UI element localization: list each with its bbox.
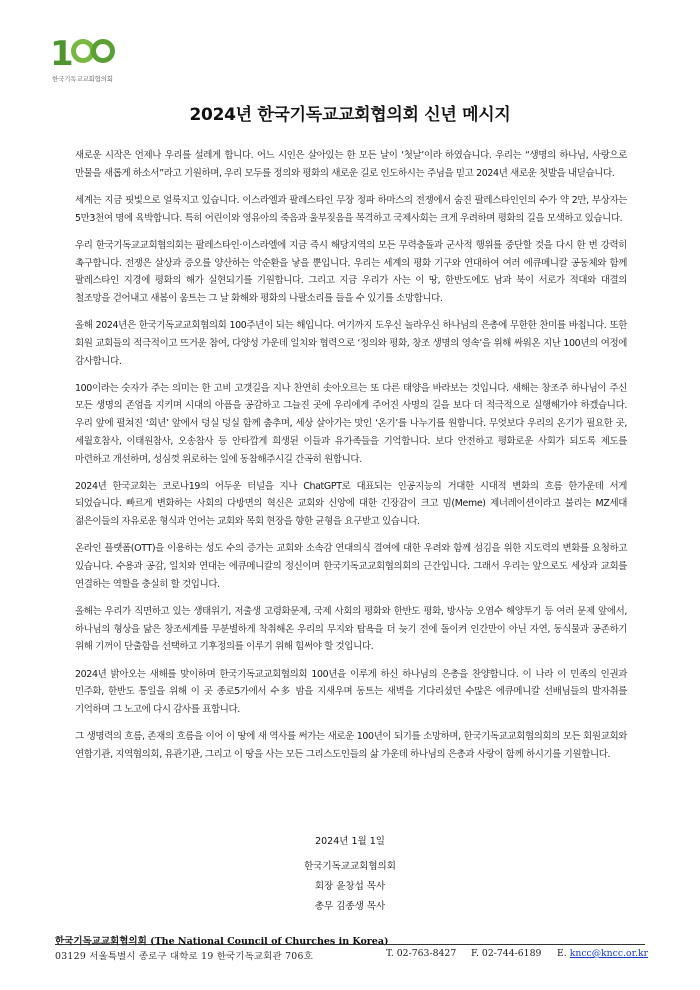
paragraph: 올해는 우리가 직면하고 있는 생태위기, 저출생 고령화문제, 국제 사회의 평화와 한반도 평화, 방사능 오염수 해양투기 등 여러 문제 앞에서, 하나님의 형상을 닮은 창조세계를 무분별하게 착취해온 우리의 무지와 탐욕을 더 늦기 전에 돌이켜 인간만이 아닌 자연, 동식물과 공존하기 위해 기꺼이 단출함을 선택하고 기후정의를 이루기 위해 힘써야 할 것입니다. [75,605,627,653]
message-body [75,147,627,773]
footer-divider [55,944,645,945]
paragraph: 100이라는 숫자가 주는 의미는 한 고비 고갯길을 지나 찬연히 솟아오르는 또 다른 태양을 바라보는 것입니다. 새해는 창조주 하나님이 주신 모든 생명의 존엄을 지키며 시대의 아픔을 공감하고 그늘진 곳에 우리에게 주어진 사명의 길을 보다 더 적극적으로 실행해가야 하겠습니다. 우리 앞에 펼쳐진 ‘희년’ 앞에서 덩실 덩실 함께 춤추며, 세상 살아가는 맛인 ‘온기’를 나누기를 원합니다. 무엇보다 우리의 온기가 필요한 곳, 세월호참사, 이태원참사, 오송참사 등 안타깝게 희생된 이들과 유가족들을 기억합니다. 보다 안전하고 평화로운 사회가 되도록 제도를 마련하고 개선하며, 성심껏 위로하는 일에 동참해주시길 간곡히 원합니다. [75,382,627,465]
footer-org-english: (The National Council of Churches in Korea) [150,936,389,947]
footer-email-label: E. [557,948,567,959]
kncc-100-logo [50,36,130,82]
footer-telephone: T. 02-763-8427 [386,948,457,959]
paragraph: 2024년 한국교회는 코로나19의 어두운 터널을 지나 ChatGPT로 대표되는 인공지능의 거대한 시대적 변화의 흐름 한가운데 서게 되었습니다. 빠르게 변화하는 사회의 다방면의 혁신은 교회와 신앙에 대한 긴장감이 크고 밈(Meme) 제너레이션이라고 불리는 MZ세대 젊은이들의 자유로운 형식과 언어는 교회와 목회 현장을 향한 균형을 요구받고 있습니다. [75,480,627,528]
logo-caption: 한국기독교교회협의회 [52,75,113,83]
logo-digit-one: 1 [50,34,72,74]
signature-general-secretary: 총무 김종생 목사 [314,901,386,912]
paragraph: 그 생명력의 흐름, 존재의 흐름을 이어 이 땅에 새 역사를 써가는 새로운 100년이 되기를 소망하며, 한국기독교교회협의회의 모든 회원교회와 연합기관, 지역협의회, 유관기관, 그리고 이 땅을 사는 모든 그리스도인들의 삶 가운데 하나님의 은총과 사랑이 함께 하시기를 기원합니다. [75,731,627,760]
footer-email-link[interactable]: kncc@kncc.or.kr [569,948,649,959]
signature-org: 한국기독교교회협의회 [304,861,396,872]
logo-100-mark [50,36,115,72]
paragraph: 올해 2024년은 한국기독교교회협의회 100주년이 되는 해입니다. 여기까지 도우신 놀라우신 하나님의 은총에 무한한 찬미를 바칩니다. 또한 회원 교회들의 적극적이고 뜨거운 참여, 다양성 가운데 일치와 협력으로 ‘정의와 평화, 창조 생명의 영속’을 위해 싸워온 지난 100년의 여정에 감사합니다. [75,320,627,367]
footer-address: 03129 서울특별시 종로구 대학로 19 한국기독교회관 706호 [55,951,314,962]
paragraph: 새로운 시작은 언제나 우리를 설레게 합니다. 어느 시인은 살아있는 한 모든 날이 ‘첫날’이라 하였습니다. 우리는 “생명의 하나님, 사랑으로 만물을 새롭게 하소서”라고 기원하며, 우리 모두를 정의와 평화의 새로운 길로 인도하시는 주님을 믿고 2024년 새로운 첫발을 내딛습니다. [75,150,627,179]
footer-fax: F. 02-744-6189 [471,948,542,959]
footer-email [557,948,648,959]
page-title: 2024년 한국기독교교회협의회 신년 메시지 [189,105,511,125]
signature-president: 회장 윤창섭 목사 [314,881,386,892]
logo-ring-icon [91,39,115,63]
paragraph: 온라인 플랫폼(OTT)을 이용하는 성도 수의 증가는 교회와 소속감 연대의식 결여에 대한 우려와 함께 섬김을 위한 지도력의 변화를 요청하고 있습니다. 수용과 공감, 일치와 연대는 에큐메니칼의 정신이며 한국기독교교회협의회의 근간입니다. 그래서 우리는 앞으로도 세상과 교회를 연결하는 역할을 충실히 할 것입니다. [75,543,627,590]
paragraph: 우리 한국기독교교회협의회는 팔레스타인·이스라엘에 지금 즉시 해당지역의 모든 무력충돌과 군사적 행위를 중단할 것을 다시 한 번 강력히 촉구합니다. 전쟁은 살상과 증오를 양산하는 악순환을 낳을 뿐입니다. 우리는 세계의 평화 기구와 연대하여 여러 에큐메니칼 공동체와 함께 팔레스타인 지경에 평화의 해가 실현되기를 기원합니다. 그리고 지금 우리가 사는 이 땅, 한반도에도 남과 북이 서로가 적대와 대결의 철조망을 걷어내고 새봄이 움트는 그 날 화해와 평화의 나팔소리를 들을 수 있기를 소망합니다. [75,239,627,304]
footer-org-korean: 한국기독교교회협의회 [55,936,147,947]
paragraph: 2024년 밝아오는 새해를 맞이하며 한국기독교교회협의회 100년을 이루게 하신 하나님의 은총을 찬양합니다. 이 나라 이 민족의 인권과 민주화, 한반도 통일을 위해 이 곳 종로5가에서 수多 밤을 지새우며 동트는 새벽을 기다리셨던 수많은 에큐메니칼 선배님들의 발자취를 기억하며 그 노고에 다시 감사를 표합니다. [75,668,627,715]
paragraph: 세계는 지금 핏빛으로 얼룩지고 있습니다. 이스라엘과 팔레스타인 무장 정파 하마스의 전쟁에서 숨진 팔레스타인인의 수가 약 2만, 부상자는 5만3천여 명에 육박합니다. 특히 어린이와 영유아의 죽음과 울부짖음을 목격하고 국제사회는 크게 우려하며 평화의 길을 모색하고 있습니다. [75,194,627,224]
message-date: 2024년 1월 1일 [315,836,385,847]
